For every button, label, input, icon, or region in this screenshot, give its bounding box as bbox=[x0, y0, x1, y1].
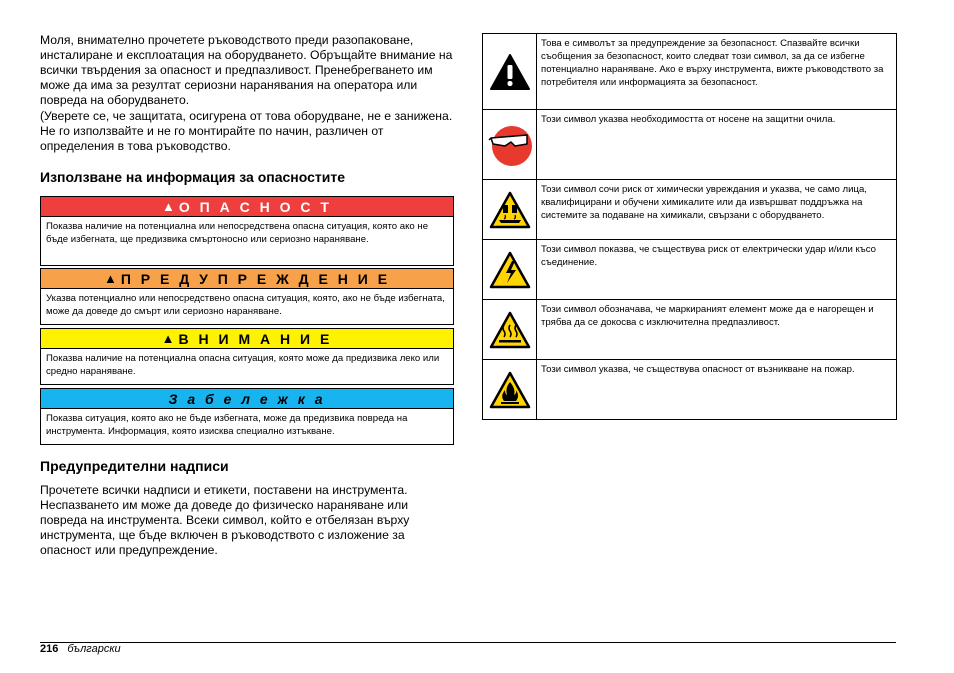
symbol-description: Този символ сочи риск от химически увреждания и указва, че само лица, квалифицирани и обучени химикалите или да извършват поддръжка на системите за подаване на химикали, свързани с оборудването. bbox=[537, 180, 897, 240]
warning-text: Указва потенциално или непосредствено опасна ситуация, която, ако не бъде избегната, може да доведе до смърт или сериозно нараняване. bbox=[41, 288, 453, 324]
symbols-table bbox=[482, 33, 897, 420]
fire-hazard-icon bbox=[483, 360, 537, 420]
warning-triangle-icon: ▲ bbox=[161, 331, 175, 346]
electric-shock-icon bbox=[483, 240, 537, 300]
caution-header bbox=[41, 329, 453, 348]
warning-triangle-icon: ▲ bbox=[103, 271, 117, 286]
hazard-info-heading: Използване на информация за опасностите bbox=[40, 169, 346, 185]
symbol-description: Това е символът за предупреждение за безопасност. Спазвайте всички съобщения за безопасност, които следват този символ, за да се избегне потенциално нараняване. Ако е върху инструмента, вижте ръководството за потребителя или информацията за безопасност. bbox=[537, 34, 897, 110]
chemical-hazard-icon bbox=[483, 180, 537, 240]
danger-header bbox=[41, 197, 453, 216]
caution-title: В Н И М А Н И Е bbox=[178, 330, 333, 347]
intro-paragraph-2: (Уверете се, че защитата, осигурена от това оборудване, не е занижена. Не го използвайте и не го монтирайте по начин, различен от определения в това ръководство. bbox=[40, 109, 453, 153]
symbol-row bbox=[483, 240, 897, 300]
hot-surface-icon bbox=[483, 300, 537, 360]
symbol-description: Този символ указва необходимостта от носене на защитни очила. bbox=[537, 110, 897, 180]
danger-title: О П А С Н О С Т bbox=[178, 198, 332, 215]
safety-glasses-icon bbox=[483, 110, 537, 180]
symbol-row bbox=[483, 300, 897, 360]
page-number: 216 bbox=[40, 643, 59, 655]
caution-box bbox=[40, 328, 454, 385]
notice-box bbox=[40, 388, 454, 445]
caution-text: Показва наличие на потенциална опасна ситуация, която може да предизвика леко или средно нараняване. bbox=[41, 348, 453, 384]
footer-divider bbox=[40, 642, 896, 643]
page-footer bbox=[40, 643, 121, 655]
symbol-description: Този символ указва, че съществува опасност от възникване на пожар. bbox=[537, 360, 897, 420]
warning-box bbox=[40, 268, 454, 325]
warning-triangle-icon: ▲ bbox=[162, 199, 175, 214]
symbol-description: Този символ обозначава, че маркираният елемент може да е нагорещен и трябва да се докосва с изключителна предпазливост. bbox=[537, 300, 897, 360]
general-warning-icon bbox=[483, 34, 537, 110]
symbol-row bbox=[483, 360, 897, 420]
symbol-row bbox=[483, 180, 897, 240]
warning-header bbox=[41, 269, 453, 288]
notice-text: Показва ситуация, която ако не бъде избегната, може да предизвика повреда на инструмента. Информация, която изисква специално изтъкване. bbox=[41, 408, 453, 444]
danger-text: Показва наличие на потенциална или непосредствена опасна ситуация, която ако не бъде избегната, ще предизвика смъртоносно или сериозно нараняване. bbox=[41, 216, 453, 265]
labels-paragraph: Прочетете всички надписи и етикети, поставени на инструмента. Неспазването им може да доведе до физическо нараняване или повреда на инструмента. Всеки символ, който е отбелязан върху инструмента, ще бъде включен в ръководството с изложение за опасност или предупреждение. bbox=[40, 483, 410, 557]
warning-title: П Р Е Д У П Р Е Ж Д Е Н И Е bbox=[120, 270, 391, 287]
precautionary-labels-heading: Предупредителни надписи bbox=[40, 458, 229, 474]
footer-language: български bbox=[67, 643, 121, 655]
symbol-row bbox=[483, 34, 897, 110]
symbol-row bbox=[483, 110, 897, 180]
notice-header bbox=[41, 389, 453, 408]
danger-box bbox=[40, 196, 454, 266]
intro-paragraph: Моля, внимателно прочетете ръководството преди разопаковане, инсталиране и експлоатация на оборудването. Обръщайте внимание на всички твърдения за опасност и предпазливост. Пренебрегването им може да има за резултат сериозни наранявания на оператора или повреда на оборудването. bbox=[40, 33, 453, 107]
notice-title: З а б е л е ж к а bbox=[168, 390, 326, 407]
symbol-description: Този символ показва, че съществува риск от електрически удар и/или късо съединение. bbox=[537, 240, 897, 300]
